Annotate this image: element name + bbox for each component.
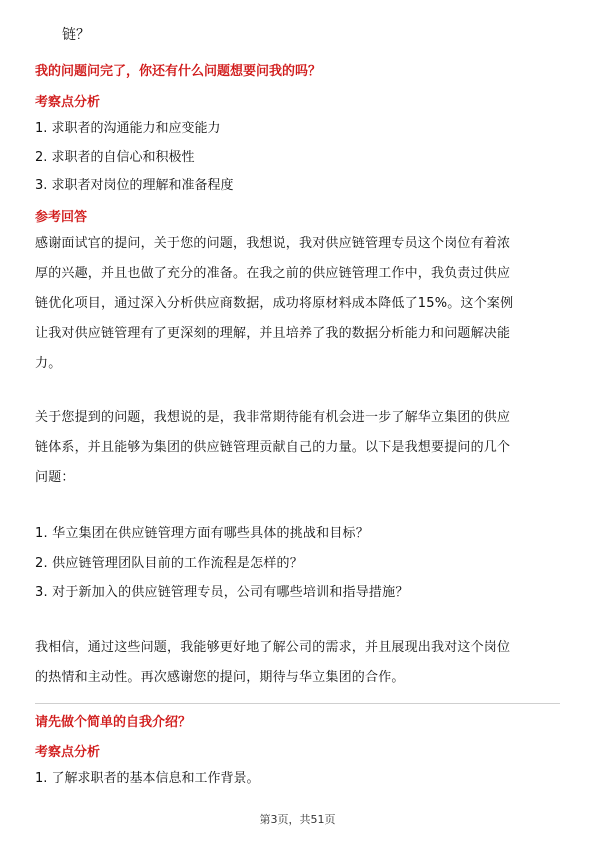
page-number: 第3页，共51页 — [259, 813, 336, 826]
continued-text-fragment: 链？ — [62, 27, 90, 43]
answer-list-item: 1. 华立集团在供应链管理方面有哪些具体的挑战和目标？ — [35, 526, 369, 541]
answer-paragraph-line: 感谢面试官的提问，关于您的问题，我想说，我对供应链管理专员这个岗位有着浓 — [35, 236, 511, 251]
answer-list-item: 3. 对于新加入的供应链管理专员，公司有哪些培训和指导措施？ — [35, 585, 409, 600]
question-heading: 我的问题问完了，你还有什么问题想要问我的吗？ — [35, 64, 322, 79]
answer-paragraph-line: 关于您提到的问题，我想说的是，我非常期待能有机会进一步了解华立集团的供应 — [35, 410, 511, 425]
answer-paragraph-line: 链优化项目，通过深入分析供应商数据，成功将原材料成本降低了15%。这个案例 — [35, 296, 514, 311]
answer-list-item: 2. 供应链管理团队目前的工作流程是怎样的？ — [35, 556, 303, 571]
analysis-item: 1. 了解求职者的基本信息和工作背景。 — [35, 771, 260, 786]
answer-paragraph-line: 我相信，通过这些问题，我能够更好地了解公司的需求，并且展现出我对这个岗位 — [35, 640, 511, 655]
analysis-item: 1. 求职者的沟通能力和应变能力 — [35, 121, 221, 136]
answer-paragraph-line: 让我对供应链管理有了更深刻的理解，并且培养了我的数据分析能力和问题解决能 — [35, 326, 511, 341]
analysis-item: 2. 求职者的自信心和积极性 — [35, 150, 195, 165]
answer-paragraph-line: 厚的兴趣，并且也做了充分的准备。在我之前的供应链管理工作中，我负责过供应 — [35, 266, 511, 281]
answer-paragraph-line: 链体系，并且能够为集团的供应链管理贡献自己的力量。以下是我想要提问的几个 — [35, 440, 511, 455]
question-heading: 请先做个简单的自我介绍？ — [35, 715, 192, 730]
analysis-heading: 考察点分析 — [35, 95, 101, 110]
answer-paragraph-line: 问题： — [35, 470, 75, 485]
analysis-heading: 考察点分析 — [35, 745, 101, 760]
answer-paragraph-line: 力。 — [35, 356, 62, 371]
analysis-item: 3. 求职者对岗位的理解和准备程度 — [35, 178, 234, 193]
section-divider — [35, 703, 560, 704]
answer-paragraph-line: 的热情和主动性。再次感谢您的提问，期待与华立集团的合作。 — [35, 670, 405, 685]
answer-heading: 参考回答 — [35, 210, 88, 225]
